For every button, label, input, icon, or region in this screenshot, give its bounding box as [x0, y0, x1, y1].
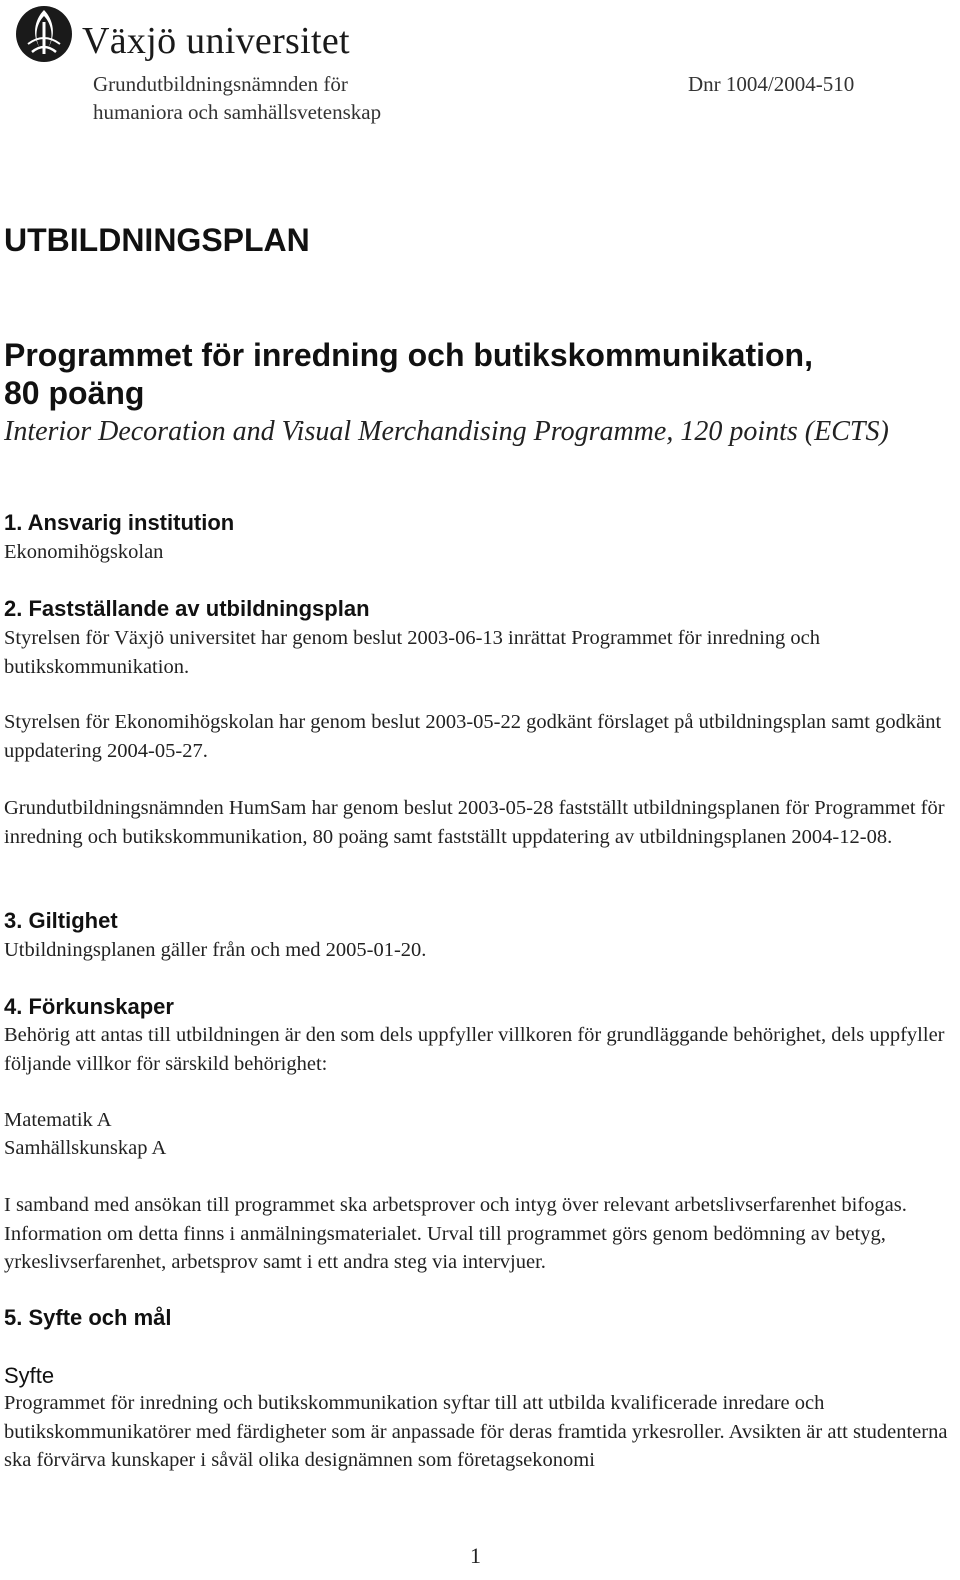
- university-logo-icon: [14, 2, 74, 66]
- requirement-item: Matematik A: [4, 1109, 112, 1131]
- section-5-paragraph-1: Programmet för inredning och butikskommunikation syftar till att utbilda kvalificerade inredare och butikskommunikatörer med färdigheter som är anpassade för deras framtida yrkesroller. Avsikten är att studenterna ska förvärva kunskaper i såväl olika designämnen som företagsekonomi: [4, 1392, 948, 1471]
- board-name-line1: Grundutbildningsnämnden för: [93, 72, 348, 96]
- section-2-heading: 2. Fastställande av utbildningsplan: [4, 596, 370, 621]
- section-5-subheading: Syfte: [4, 1363, 55, 1388]
- section-1-text: Ekonomihögskolan: [4, 541, 164, 563]
- section-5-heading: 5. Syfte och mål: [4, 1305, 172, 1330]
- section-4-heading: 4. Förkunskaper: [4, 994, 174, 1019]
- programme-title-line1: Programmet för inredning och butikskommunikation,: [4, 337, 813, 373]
- programme-title-line2: 80 poäng: [4, 375, 145, 411]
- document-reference-number: Dnr 1004/2004-510: [688, 72, 855, 96]
- section-2-paragraph-3: Grundutbildningsnämnden HumSam har genom beslut 2003-05-28 fastställt utbildningsplanen för Programmet för inredning och butikskommunikation, 80 poäng samt fastställt uppdatering av utbildningsplanen 2004-12-08.: [4, 797, 945, 848]
- programme-title-english: Interior Decoration and Visual Merchandising Programme, 120 points (ECTS): [4, 416, 889, 447]
- page-number: 1: [470, 1543, 481, 1568]
- board-name: [93, 70, 381, 126]
- programme-title: [4, 336, 813, 412]
- requirement-item: Samhällskunskap A: [4, 1137, 167, 1159]
- section-4-paragraph-2: I samband med ansökan till programmet ska arbetsprover och intyg över relevant arbetslivserfarenhet bifogas. Information om detta finns i anmälningsmaterialet. Urval till programmet görs genom bedömning av betyg, yrkeslivserfarenhet, arbetsprov samt i ett andra steg via intervjuer.: [4, 1194, 907, 1273]
- section-2-paragraph-2: Styrelsen för Ekonomihögskolan har genom beslut 2003-05-22 godkänt förslaget på utbildningsplan samt godkänt uppdatering 2004-05-27.: [4, 711, 942, 762]
- section-2-paragraph-1: Styrelsen för Växjö universitet har genom beslut 2003-06-13 inrättat Programmet för inredning och butikskommunikation.: [4, 627, 821, 678]
- section-3-heading: 3. Giltighet: [4, 908, 118, 933]
- university-name: Växjö universitet: [82, 20, 350, 62]
- document-title: UTBILDNINGSPLAN: [4, 222, 310, 258]
- section-1-heading: 1. Ansvarig institution: [4, 510, 235, 535]
- section-3-text: Utbildningsplanen gäller från och med 2005-01-20.: [4, 939, 427, 961]
- section-4-paragraph-1: Behörig att antas till utbildningen är den som dels uppfyller villkoren för grundläggande behörighet, dels uppfyller följande villkor för särskild behörighet:: [4, 1024, 945, 1075]
- board-name-line2: humaniora och samhällsvetenskap: [93, 100, 382, 124]
